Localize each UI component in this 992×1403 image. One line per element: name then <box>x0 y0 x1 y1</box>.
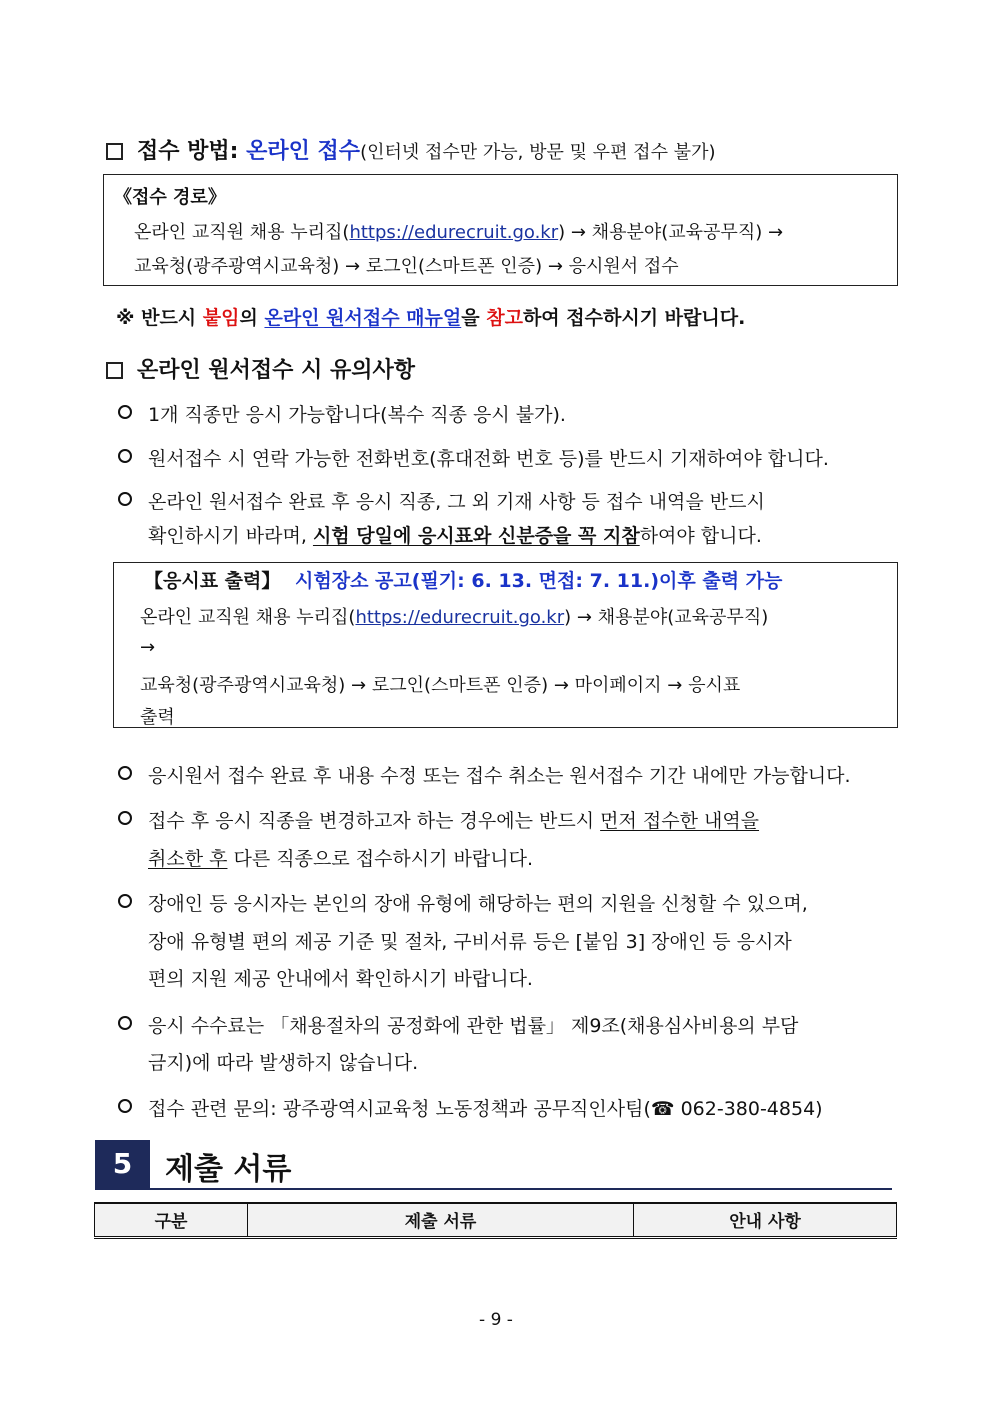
bullet-5: 접수 후 응시 직종을 변경하고자 하는 경우에는 반드시 먼저 접수한 내역을 <box>118 806 759 833</box>
section-cautions: 온라인 원서접수 시 유의사항 <box>106 353 415 384</box>
route-line-1: 온라인 교직원 채용 누리집(https://edurecruit.go.kr) → 채용분야(교육공무직) → <box>134 222 784 243</box>
bullet-4: 응시원서 접수 완료 후 내용 수정 또는 접수 취소는 원서접수 기간 내에만 가능합니다. <box>118 761 851 788</box>
bullet-3: 온라인 원서접수 완료 후 응시 직종, 그 외 기재 사항 등 접수 내역을 반드시 <box>118 487 765 514</box>
print-title-line: 【응시표 출력】 시험장소 공고(필기: 6. 13. 면접: 7. 11.)이후 출력 가능 <box>144 570 783 592</box>
circle-bullet-icon <box>118 766 132 780</box>
circle-bullet-icon <box>118 492 132 506</box>
manual-link-text: 온라인 원서접수 매뉴얼 <box>264 307 462 329</box>
bullet-1: 1개 직종만 응시 가능합니다(복수 직종 응시 불가). <box>118 400 566 427</box>
print-line-2: 온라인 교직원 채용 누리집(https://edurecruit.go.kr) → 채용분야(교육공무직) <box>140 607 769 628</box>
circle-bullet-icon <box>118 405 132 419</box>
header-category: 구분 <box>95 1203 248 1237</box>
route-title: 《접수 경로》 <box>114 187 226 208</box>
circle-bullet-icon <box>118 1099 132 1113</box>
print-line-4: 교육청(광주광역시교육청) → 로그인(스마트폰 인증) → 마이페이지 → 응시표 <box>140 675 741 696</box>
bullet-5-cont: 취소한 후 다른 직종으로 접수하시기 바랍니다. <box>148 848 533 870</box>
print-box <box>113 562 898 728</box>
circle-bullet-icon <box>118 449 132 463</box>
route-line-2: 교육청(광주광역시교육청) → 로그인(스마트폰 인증) → 응시원서 접수 <box>134 256 679 277</box>
section-receipt-method: 접수 방법: 온라인 접수(인터넷 접수만 가능, 방문 및 우편 접수 불가) <box>106 134 715 165</box>
bullet-6: 장애인 등 응시자는 본인의 장애 유형에 해당하는 편의 지원을 신청할 수 있으며, <box>118 889 808 916</box>
route-box <box>103 174 898 286</box>
bullet-8: 접수 관련 문의: 광주광역시교육청 노동정책과 공무직인사팀(☎ 062-380-4854) <box>118 1094 823 1121</box>
bullet-7: 응시 수수료는 「채용절차의 공정화에 관한 법률」 제9조(채용심사비용의 부담 <box>118 1011 798 1038</box>
documents-table <box>94 1202 897 1239</box>
square-bullet-icon <box>106 362 123 379</box>
header-guidance: 안내 사항 <box>634 1203 897 1237</box>
bullet-3-cont: 확인하시기 바라며, 시험 당일에 응시표와 신분증을 꼭 지참하여야 합니다. <box>148 525 762 547</box>
circle-bullet-icon <box>118 1016 132 1030</box>
manual-notice: ※ 반드시 붙임의 온라인 원서접수 매뉴얼을 참고하여 접수하시기 바랍니다. <box>116 307 746 329</box>
circle-bullet-icon <box>118 811 132 825</box>
bullet-6-cont-2: 편의 지원 제공 안내에서 확인하시기 바랍니다. <box>148 968 533 990</box>
bullet-6-cont-1: 장애 유형별 편의 제공 기준 및 절차, 구비서류 등은 [붙임 3] 장애인 등 응시자 <box>148 931 792 953</box>
edurecruit-link-2[interactable]: https://edurecruit.go.kr <box>355 607 565 628</box>
page-number: - 9 - <box>479 1310 513 1330</box>
section-number-badge: 5 <box>95 1140 150 1188</box>
section-5-heading <box>95 1140 892 1190</box>
bullet-2: 원서접수 시 연락 가능한 전화번호(휴대전화 번호 등)를 반드시 기재하여야 합니다. <box>118 444 829 471</box>
header-documents: 제출 서류 <box>248 1203 634 1237</box>
method-online: 온라인 접수 <box>246 139 361 164</box>
circle-bullet-icon <box>118 894 132 908</box>
square-bullet-icon <box>106 143 123 160</box>
print-line-5: 출력 <box>140 707 175 728</box>
edurecruit-link[interactable]: https://edurecruit.go.kr <box>349 222 559 243</box>
section-5-title: 제출 서류 <box>165 1152 292 1187</box>
print-line-3: → <box>140 637 156 658</box>
bullet-7-cont: 금지)에 따라 발생하지 않습니다. <box>148 1052 419 1074</box>
